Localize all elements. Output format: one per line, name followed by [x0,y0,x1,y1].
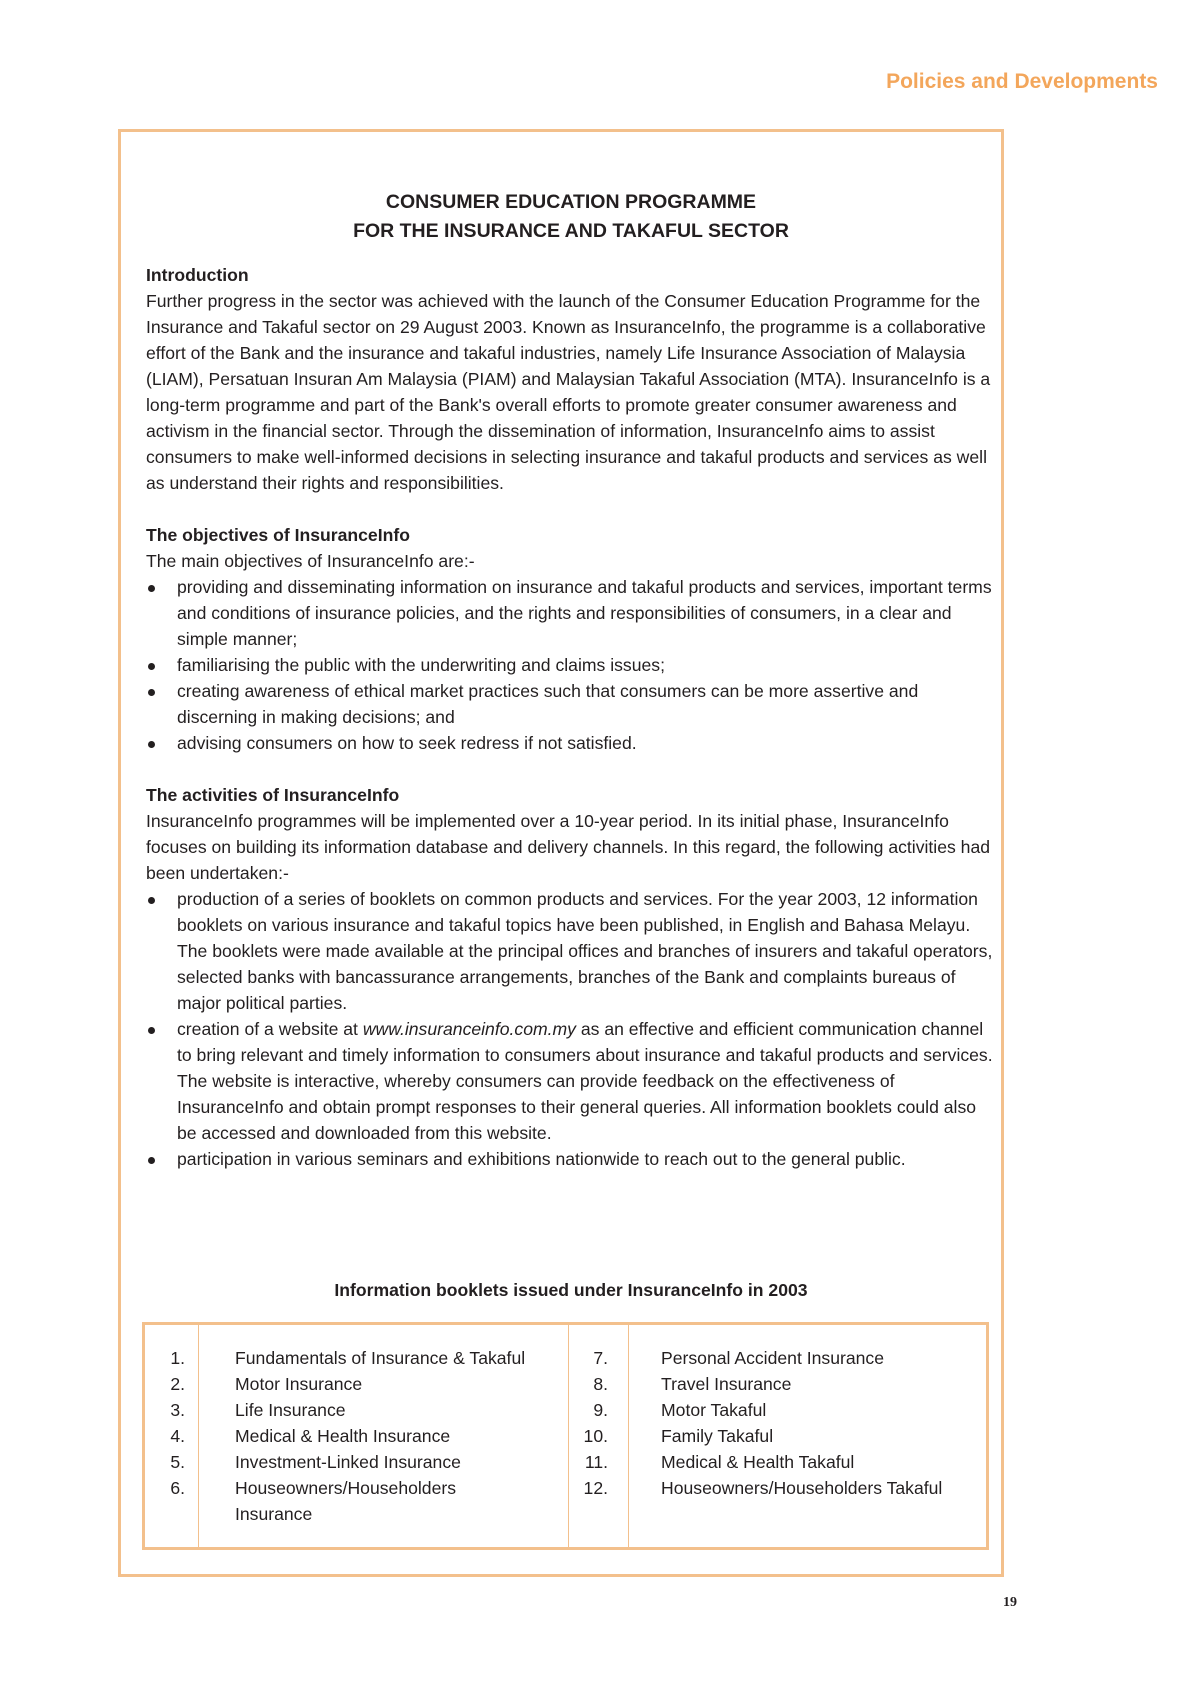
booklet-name: Family Takaful [661,1426,774,1446]
activities-list [146,886,996,1172]
booklet-name-continued: Insurance [235,1504,313,1524]
booklet-name: Motor Takaful [661,1400,767,1420]
column-divider [628,1325,629,1547]
objectives-heading: The objectives of InsuranceInfo [146,525,410,545]
booklet-name: Life Insurance [235,1400,346,1420]
column-divider [198,1325,199,1547]
introduction-section [146,262,996,496]
title-line-2: FOR THE INSURANCE AND TAKAFUL SECTOR [353,220,789,242]
objectives-section [146,522,996,756]
article [146,188,996,1198]
booklet-name: Houseowners/Householders [235,1478,457,1498]
booklet-number: 11. [584,1452,608,1472]
booklet-number: 3. [170,1400,185,1420]
booklet-name: Houseowners/Householders Takaful [661,1478,943,1498]
section-header: Policies and Developments [886,70,1158,93]
activity-text-after: as an effective and efficient communication channel to bring relevant and timely information to consumers about insurance and takaful products and services. The website is interactive, whereby consumers can provide feedback on the effectiveness of InsuranceInfo and obtain prompt responses to their general queries. All information booklets could also be accessed and downloaded from this website. [177,1019,993,1143]
activity-item: participation in various seminars and exhibitions nationwide to reach out to the general public. [146,1146,996,1172]
booklet-number: 4. [170,1426,185,1446]
objectives-list [146,574,996,756]
booklet-number: 8. [593,1374,608,1394]
booklet-name: Personal Accident Insurance [661,1348,884,1368]
booklets-table [142,1322,989,1550]
booklet-name: Investment-Linked Insurance [235,1452,461,1472]
objective-item: creating awareness of ethical market practices such that consumers can be more assertive and discerning in making decisions; and [146,678,996,730]
booklet-name: Motor Insurance [235,1374,363,1394]
booklet-name: Fundamentals of Insurance & Takaful [235,1348,526,1368]
booklet-number: 12. [583,1478,608,1498]
booklet-number: 6. [170,1478,185,1498]
objectives-intro: The main objectives of InsuranceInfo are:- [146,551,475,571]
booklet-number: 10. [583,1426,608,1446]
booklet-name: Medical & Health Takaful [661,1452,855,1472]
booklet-number: 1. [170,1348,185,1368]
activity-item: production of a series of booklets on common products and services. For the year 2003, 12 information booklets on various insurance and takaful topics have been published, in English and Bahasa Melayu. The booklets were made available at the principal offices and branches of insurers and takaful operators, selected banks with bancassurance arrangements, branches of the Bank and complaints bureaus of major political parties. [146,886,996,1016]
objective-item: providing and disseminating information on insurance and takaful products and services, important terms and conditions of insurance policies, and the rights and responsibilities of consumers, in a clear and simple manner; [146,574,996,652]
activities-heading: The activities of InsuranceInfo [146,785,400,805]
booklet-number: 9. [593,1400,608,1420]
booklet-number: 2. [170,1374,185,1394]
objective-item: advising consumers on how to seek redress if not satisfied. [146,730,996,756]
booklet-number: 5. [170,1452,185,1472]
introduction-text: Further progress in the sector was achieved with the launch of the Consumer Education Programme for the Insurance and Takaful sector on 29 August 2003. Known as InsuranceInfo, the programme is a collaborative effort of the Bank and the insurance and takaful industries, namely Life Insurance Association of Malaysia (LIAM), Persatuan Insuran Am Malaysia (PIAM) and Malaysian Takaful Association (MTA). InsuranceInfo is a long-term programme and part of the Bank's overall efforts to promote greater consumer awareness and activism in the financial sector. Through the dissemination of information, InsuranceInfo aims to assist consumers to make well-informed decisions in selecting insurance and takaful products and services as well as understand their rights and responsibilities. [146,291,991,493]
article-title [146,188,996,246]
activity-text-before: creation of a website at [177,1019,363,1039]
booklet-name: Medical & Health Insurance [235,1426,451,1446]
website-link[interactable]: www.insuranceinfo.com.my [362,1019,576,1039]
activities-section [146,782,996,1172]
booklets-table-title: Information booklets issued under InsuranceInfo in 2003 [334,1280,808,1300]
title-line-1: CONSUMER EDUCATION PROGRAMME [385,191,757,213]
page-number: 19 [1003,1595,1017,1610]
activities-intro: InsuranceInfo programmes will be implemented over a 10-year period. In its initial phase, InsuranceInfo focuses on building its information database and delivery channels. In this regard, the following activities had been undertaken:- [146,811,991,883]
booklet-name: Travel Insurance [661,1374,792,1394]
activity-item [146,1016,996,1146]
booklet-number: 7. [593,1348,608,1368]
introduction-heading: Introduction [146,265,249,285]
objective-item: familiarising the public with the underwriting and claims issues; [146,652,996,678]
